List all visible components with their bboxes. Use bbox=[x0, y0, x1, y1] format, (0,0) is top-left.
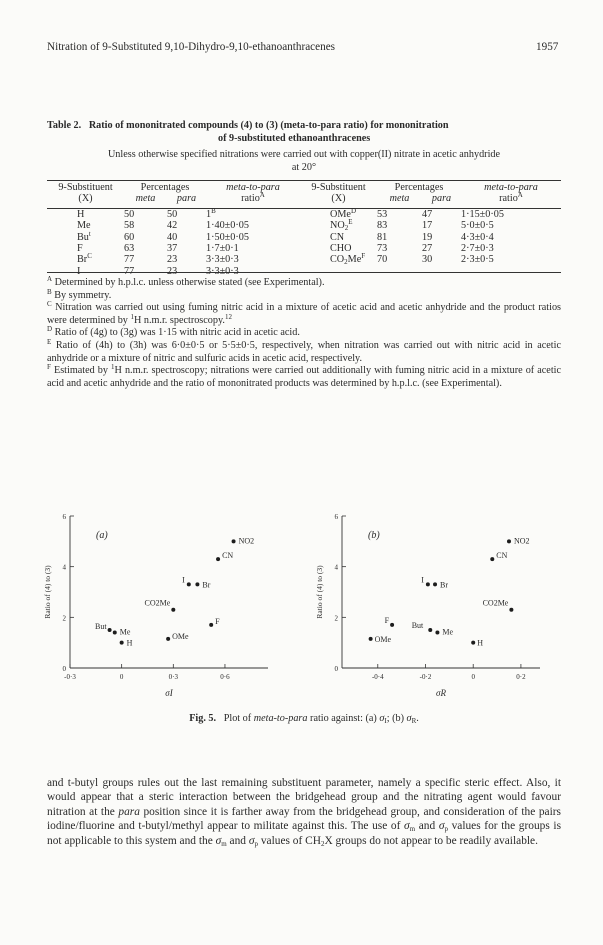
data-point-label: I bbox=[182, 575, 185, 585]
cell-meta: 77 bbox=[124, 254, 135, 266]
data-point-label: But bbox=[95, 622, 107, 631]
cell-para: 47 bbox=[422, 208, 433, 220]
cell-substituent: $CO_2Me^F$ bbox=[330, 252, 366, 267]
table-row bbox=[47, 209, 561, 220]
cell-ratio: 1·7±0·1 bbox=[206, 243, 239, 255]
cell-substituent bbox=[300, 266, 377, 277]
cell-meta: 63 bbox=[124, 243, 135, 255]
x-axis-label: σR bbox=[436, 688, 446, 698]
data-point-label: CO2Me bbox=[482, 598, 509, 608]
data-point-label: CN bbox=[222, 551, 234, 561]
data-point-label: F bbox=[384, 615, 390, 625]
cell-ratio: 1·15±0·05 bbox=[461, 208, 504, 220]
cell-meta: 53 bbox=[377, 208, 388, 220]
cell-substituent: CN bbox=[330, 231, 345, 243]
col-ratio-right: meta-to-para bbox=[484, 182, 538, 193]
figure-label: Fig. 5. bbox=[189, 713, 217, 724]
col-ratio: meta-to-para bbox=[226, 182, 280, 193]
data-point bbox=[507, 539, 511, 543]
y-tick-label: 4 bbox=[334, 563, 338, 572]
cell-meta: 70 bbox=[377, 254, 388, 266]
data-point-label: H bbox=[126, 638, 133, 648]
panel-label: (a) bbox=[96, 530, 108, 541]
col-ratio-sub: ratio$^A$ bbox=[241, 191, 265, 205]
cell-para: 40 bbox=[167, 231, 178, 243]
data-point bbox=[428, 628, 432, 632]
cell-para: 30 bbox=[422, 254, 433, 266]
cell-para: 19 bbox=[422, 231, 433, 243]
cell-ratio: 2·3±0·5 bbox=[461, 254, 494, 266]
table-row bbox=[47, 266, 561, 277]
data-point bbox=[171, 608, 175, 612]
data-point bbox=[490, 557, 494, 561]
table-row bbox=[47, 254, 561, 265]
table-header-row-1 bbox=[47, 182, 561, 193]
y-tick-label: 0 bbox=[62, 665, 66, 673]
table-caption bbox=[47, 119, 561, 145]
data-point bbox=[195, 582, 199, 586]
figure-caption: Fig. 5. Plot of meta-to-para ratio against: (a) $\sigma_I$; (b) $\sigma_R$. bbox=[189, 713, 419, 725]
col-substituent-sub-right: (X) bbox=[331, 193, 346, 205]
footnote-a: $^A$ Determined by h.p.l.c. unless otherwise stated (see Experimental). bbox=[47, 275, 325, 288]
cell-para: 50 bbox=[167, 208, 178, 220]
cell-substituent: OMe$^D$ bbox=[330, 206, 356, 220]
col-substituent-right: 9-Substituent bbox=[311, 182, 366, 193]
cell-para bbox=[422, 266, 461, 277]
table-header-row-2 bbox=[47, 193, 561, 204]
data-point-label: Me bbox=[442, 627, 454, 637]
ratio-table bbox=[47, 182, 561, 277]
col-percentages: Percentages bbox=[140, 182, 190, 193]
footnote-f: $^F$ Estimated by $^1$H n.m.r. spectroscopy; nitrations were carried out additionally with fuming nitric acid in a mixture of acetic acid and acetic anhydride and the ratio of mononitrated products was determined by h.p.l.c. (see Experimental). bbox=[47, 363, 561, 389]
cell-para: 42 bbox=[167, 220, 178, 232]
data-point-label: CO2Me bbox=[144, 598, 171, 608]
cell-meta: 83 bbox=[377, 220, 388, 232]
cell-substituent: H bbox=[77, 208, 85, 220]
y-tick-label: 6 bbox=[62, 513, 66, 521]
cell-substituent: F bbox=[77, 243, 83, 255]
cell-meta bbox=[377, 266, 422, 277]
cell-substituent: Bu$^t$ bbox=[77, 229, 91, 243]
data-point-label: F bbox=[215, 616, 220, 626]
cell-ratio: 3·3±0·3 bbox=[206, 254, 239, 266]
cell-para: 17 bbox=[422, 220, 433, 232]
col-para-right: para bbox=[431, 193, 452, 205]
figure-5-plots bbox=[40, 505, 560, 705]
x-tick-label: 0·2 bbox=[516, 673, 526, 681]
cell-meta: 73 bbox=[377, 243, 388, 255]
running-title: Nitration of 9-Substituted 9,10-Dihydro-9,10-ethanoanthracenes bbox=[47, 41, 336, 53]
x-tick-label: 0·3 bbox=[168, 673, 178, 681]
data-point bbox=[166, 637, 170, 641]
table-top-rule bbox=[47, 180, 561, 181]
data-point bbox=[426, 582, 430, 586]
cell-ratio: 5·0±0·5 bbox=[461, 220, 494, 232]
data-point-label: OMe bbox=[374, 634, 392, 644]
data-point bbox=[471, 641, 475, 645]
page-number: 1957 bbox=[536, 41, 559, 53]
x-tick-label: 0 bbox=[471, 673, 475, 681]
y-tick-label: 2 bbox=[334, 614, 338, 623]
cell-substituent: CHO bbox=[330, 243, 352, 255]
table-note bbox=[47, 148, 561, 174]
data-point-label: I bbox=[421, 575, 424, 585]
table-row bbox=[47, 220, 561, 231]
col-substituent: 9-Substituent bbox=[58, 182, 113, 193]
table-label: Table 2. bbox=[47, 120, 82, 131]
body-paragraph: and t-butyl groups rules out the last remaining substituent parameter, namely a specific steric effect. Also, it would appear that a steric interaction between the bridgehead group and the nitrating agent would favour nitration at the para position since it is farther away from the bridgehead group, and consideration of the pairs iodine/fluorine and t-butyl/methyl appear to militate against this. The use of $\sigma_m$ and $\sigma_p$ values for the groups is not applicable to this system and the $\sigma_m$ and $\sigma_p$ values of $CH_2X$ groups do not appear to be readily available. bbox=[47, 777, 561, 848]
y-tick-label: 0 bbox=[334, 665, 338, 673]
cell-para: 37 bbox=[167, 243, 178, 255]
col-percentages-right: Percentages bbox=[394, 182, 444, 193]
cell-meta: 58 bbox=[124, 220, 135, 232]
y-axis-label: Ratio of (4) to (3) bbox=[43, 565, 52, 619]
col-substituent-sub: (X) bbox=[78, 193, 93, 205]
y-axis-label: Ratio of (4) to (3) bbox=[315, 565, 324, 619]
cell-para: 27 bbox=[422, 243, 433, 255]
cell-ratio: 1·40±0·05 bbox=[206, 220, 249, 232]
footnote-c: $^C$ Nitration was carried out using fuming nitric acid in a mixture of acetic acid and acetic anhydride and the product ratios were determined by $^1$H n.m.r. spectroscopy.$^{12}$ bbox=[47, 300, 562, 326]
table-note-line1: Unless otherwise specified nitrations were carried out with copper(II) nitrate in acetic anhydride bbox=[107, 149, 501, 160]
data-point-label: CN bbox=[496, 551, 508, 561]
x-tick-label: 0·6 bbox=[220, 673, 230, 681]
data-point-label: NO2 bbox=[238, 536, 255, 546]
data-point-label: Br bbox=[440, 580, 449, 590]
data-point-label: But bbox=[411, 621, 424, 630]
cell-para: 23 bbox=[167, 254, 178, 266]
footnote-d: $^D$ Ratio of (4g) to (3g) was 1·15 with nitric acid in acetic acid. bbox=[47, 325, 300, 339]
data-point-label: NO2 bbox=[513, 536, 530, 546]
table-row bbox=[47, 243, 561, 254]
cell-ratio: 2·7±0·3 bbox=[461, 243, 494, 255]
cell-ratio: 1·50±0·05 bbox=[206, 231, 249, 243]
footnote-e: $^E$ Ratio of (4h) to (3h) was 6·0±0·5 or 5·5±0·5, respectively, when nitration was carried out with nitric acid in acetic anhydride or a mixture of nitric and sulfuric acids in acetic acid, respectively. bbox=[47, 337, 561, 364]
cell-ratio: $1^B$ bbox=[206, 206, 216, 220]
data-point bbox=[187, 582, 191, 586]
cell-substituent: Me bbox=[77, 220, 91, 232]
scatter-panel-a bbox=[43, 513, 268, 698]
table-caption-line2: of 9-substituted ethanoanthracenes bbox=[218, 133, 371, 144]
x-axis-label: σI bbox=[165, 688, 173, 698]
data-point bbox=[509, 608, 513, 612]
cell-meta: 81 bbox=[377, 231, 388, 243]
footnote-b: $^B$ By symmetry. bbox=[47, 287, 112, 301]
cell-substituent: $Br^C$ bbox=[77, 252, 92, 266]
data-point bbox=[390, 623, 394, 627]
data-point bbox=[216, 557, 220, 561]
col-meta: meta bbox=[135, 193, 156, 205]
cell-meta: 50 bbox=[124, 208, 135, 220]
y-tick-label: 4 bbox=[62, 563, 66, 572]
data-point bbox=[120, 641, 124, 645]
data-point-label: OMe bbox=[172, 631, 189, 641]
scatter-panel-b bbox=[315, 513, 540, 698]
data-point bbox=[435, 631, 439, 635]
table-body bbox=[47, 206, 561, 277]
data-point bbox=[108, 628, 112, 632]
x-tick-label: 0 bbox=[119, 673, 124, 681]
cell-ratio: 3·3±0·3 bbox=[206, 265, 239, 277]
table-note-line2: at 20° bbox=[291, 162, 317, 173]
x-tick-label: -0·2 bbox=[419, 673, 432, 681]
x-tick-label: -0·3 bbox=[64, 673, 76, 681]
data-point-label: H bbox=[477, 638, 483, 648]
x-tick-label: -0·4 bbox=[371, 673, 384, 681]
data-point bbox=[232, 539, 236, 543]
data-point bbox=[113, 631, 117, 635]
cell-meta: 77 bbox=[124, 265, 135, 277]
y-tick-label: 6 bbox=[334, 513, 338, 521]
table-caption-line1: Ratio of mononitrated compounds (4) to (3) (meta-to-para ratio) for mononitration bbox=[88, 120, 449, 131]
cell-para: 23 bbox=[167, 265, 178, 277]
data-point-label: Me bbox=[119, 627, 131, 637]
data-point bbox=[369, 637, 373, 641]
col-ratio-sub-right: ratio$^A$ bbox=[499, 191, 523, 205]
col-para: para bbox=[176, 193, 197, 205]
data-point bbox=[433, 582, 437, 586]
col-meta-right: meta bbox=[389, 193, 410, 205]
panel-label: (b) bbox=[368, 530, 380, 541]
cell-meta: 60 bbox=[124, 231, 135, 243]
y-tick-label: 2 bbox=[62, 614, 66, 623]
cell-ratio: 4·3±0·4 bbox=[461, 231, 494, 243]
data-point bbox=[209, 623, 213, 627]
table-row bbox=[47, 232, 561, 243]
data-point-label: Br bbox=[202, 580, 211, 590]
cell-substituent: $NO_2^E$ bbox=[330, 218, 353, 233]
cell-ratio bbox=[461, 266, 561, 277]
cell-substituent: I bbox=[77, 265, 81, 277]
table-footnotes bbox=[47, 277, 561, 390]
